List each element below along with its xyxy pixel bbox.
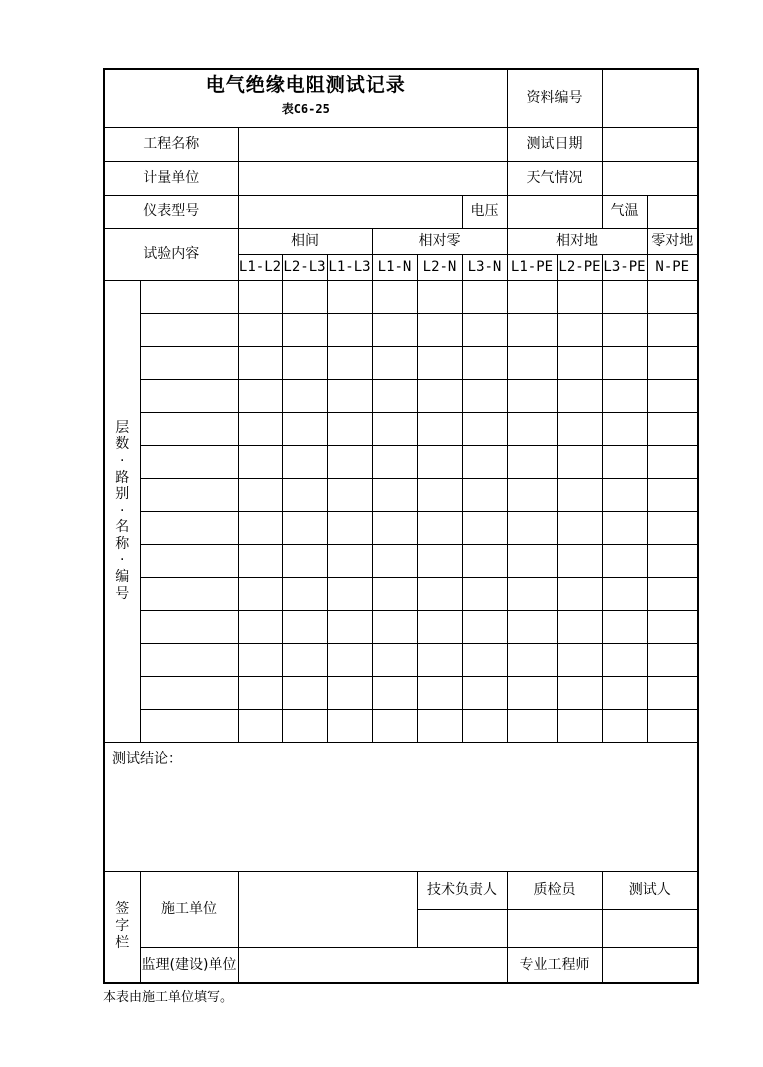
measurement-cell[interactable] xyxy=(238,346,282,379)
measurement-cell[interactable] xyxy=(602,412,647,445)
group-neutral-earth: 零对地 xyxy=(647,228,698,254)
measurement-cell[interactable] xyxy=(507,379,557,412)
engineer-sign-field[interactable] xyxy=(602,947,698,983)
table-row xyxy=(104,709,698,742)
measurement-cell[interactable] xyxy=(557,478,602,511)
measurement-cell[interactable] xyxy=(647,709,698,742)
measurement-cell[interactable] xyxy=(647,676,698,709)
measurement-cell[interactable] xyxy=(327,280,372,313)
voltage-field[interactable] xyxy=(507,195,602,228)
circuit-name-cell[interactable] xyxy=(140,445,238,478)
construction-unit-field[interactable] xyxy=(238,871,417,947)
measurement-cell[interactable] xyxy=(417,412,462,445)
measurement-cell[interactable] xyxy=(372,379,417,412)
column-header: L1-PE xyxy=(507,254,557,280)
measurement-cell[interactable] xyxy=(372,544,417,577)
table-row xyxy=(104,313,698,346)
measurement-cell[interactable] xyxy=(647,445,698,478)
circuit-name-cell[interactable] xyxy=(140,577,238,610)
column-header: L1-L2 xyxy=(238,254,282,280)
measurement-cell[interactable] xyxy=(462,313,507,346)
measurement-cell[interactable] xyxy=(282,412,327,445)
supervision-unit-field[interactable] xyxy=(238,947,507,983)
group-phase-neutral: 相对零 xyxy=(372,228,507,254)
measurement-cell[interactable] xyxy=(557,610,602,643)
table-row xyxy=(104,577,698,610)
instrument-field[interactable] xyxy=(238,195,462,228)
measurement-cell[interactable] xyxy=(462,610,507,643)
measurement-cell[interactable] xyxy=(238,643,282,676)
signature-side-text: 签字栏 xyxy=(115,901,130,952)
measurement-cell[interactable] xyxy=(327,313,372,346)
circuit-name-cell[interactable] xyxy=(140,511,238,544)
tech-lead-sign-field[interactable] xyxy=(417,909,507,947)
test-content-label: 试验内容 xyxy=(104,228,238,280)
measurement-cell[interactable] xyxy=(417,478,462,511)
tech-lead-label: 技术负责人 xyxy=(417,871,507,909)
column-header: L3-N xyxy=(462,254,507,280)
measurement-cell[interactable] xyxy=(238,379,282,412)
measurement-cell[interactable] xyxy=(557,280,602,313)
qc-label: 质检员 xyxy=(507,871,602,909)
measurement-cell[interactable] xyxy=(282,280,327,313)
footer-note: 本表由施工单位填写。 xyxy=(103,990,234,1005)
measurement-cell[interactable] xyxy=(372,511,417,544)
measurement-cell[interactable] xyxy=(462,280,507,313)
measurement-cell[interactable] xyxy=(327,379,372,412)
measurement-cell[interactable] xyxy=(372,709,417,742)
measurement-cell[interactable] xyxy=(507,643,557,676)
table-row xyxy=(104,445,698,478)
measurement-cell[interactable] xyxy=(372,478,417,511)
measurement-cell[interactable] xyxy=(647,379,698,412)
row-side-text: 层数·路别·名称·编号 xyxy=(115,419,130,602)
weather-label: 天气情况 xyxy=(507,161,602,195)
column-header: L3-PE xyxy=(602,254,647,280)
table-row xyxy=(104,544,698,577)
measurement-cell[interactable] xyxy=(647,478,698,511)
measurement-cell[interactable] xyxy=(557,511,602,544)
circuit-name-cell[interactable] xyxy=(140,709,238,742)
measurement-cell[interactable] xyxy=(238,676,282,709)
doc-number-field[interactable] xyxy=(602,69,698,127)
circuit-name-cell[interactable] xyxy=(140,280,238,313)
measurement-cell[interactable] xyxy=(372,412,417,445)
measurement-cell[interactable] xyxy=(557,709,602,742)
measurement-cell[interactable] xyxy=(417,280,462,313)
form-title: 电气绝缘电阻测试记录 xyxy=(205,74,406,97)
circuit-name-cell[interactable] xyxy=(140,412,238,445)
measurement-cell[interactable] xyxy=(282,445,327,478)
measurement-cell[interactable] xyxy=(372,280,417,313)
table-row xyxy=(104,676,698,709)
column-header: L2-PE xyxy=(557,254,602,280)
circuit-name-cell[interactable] xyxy=(140,379,238,412)
measurement-cell[interactable] xyxy=(238,478,282,511)
measurement-cell[interactable] xyxy=(507,445,557,478)
tester-label: 测试人 xyxy=(602,871,698,909)
table-row xyxy=(104,412,698,445)
measurement-cell[interactable] xyxy=(602,577,647,610)
column-header: N-PE xyxy=(647,254,698,280)
measurement-cell[interactable] xyxy=(417,610,462,643)
measurement-cell[interactable] xyxy=(327,478,372,511)
measurement-cell[interactable] xyxy=(462,478,507,511)
conclusion-area[interactable] xyxy=(104,742,698,871)
measurement-cell[interactable] xyxy=(507,412,557,445)
circuit-name-cell[interactable] xyxy=(140,346,238,379)
measurement-cell[interactable] xyxy=(602,379,647,412)
measurement-cell[interactable] xyxy=(238,544,282,577)
measurement-cell[interactable] xyxy=(647,643,698,676)
measurement-cell[interactable] xyxy=(507,610,557,643)
measurement-cell[interactable] xyxy=(462,709,507,742)
test-date-label: 测试日期 xyxy=(507,127,602,161)
measurement-cell[interactable] xyxy=(372,643,417,676)
measurement-cell[interactable] xyxy=(372,676,417,709)
circuit-name-cell[interactable] xyxy=(140,478,238,511)
measurement-cell[interactable] xyxy=(507,280,557,313)
measurement-cell[interactable] xyxy=(602,544,647,577)
test-date-field[interactable] xyxy=(602,127,698,161)
column-header: L2-L3 xyxy=(282,254,327,280)
measurement-cell[interactable] xyxy=(238,280,282,313)
measurement-cell[interactable] xyxy=(462,676,507,709)
measurement-cell[interactable] xyxy=(282,544,327,577)
measurement-cell[interactable] xyxy=(282,676,327,709)
measurement-cell[interactable] xyxy=(462,346,507,379)
project-name-field[interactable] xyxy=(238,127,507,161)
circuit-name-cell[interactable] xyxy=(140,610,238,643)
measurement-cell[interactable] xyxy=(417,511,462,544)
measurement-cell[interactable] xyxy=(417,709,462,742)
measurement-cell[interactable] xyxy=(557,412,602,445)
measurement-cell[interactable] xyxy=(602,511,647,544)
measurement-cell[interactable] xyxy=(282,610,327,643)
measurement-cell[interactable] xyxy=(557,379,602,412)
measurement-cell[interactable] xyxy=(602,478,647,511)
measurement-cell[interactable] xyxy=(462,577,507,610)
measurement-cell[interactable] xyxy=(507,346,557,379)
unit-label: 计量单位 xyxy=(104,161,238,195)
measurement-cell[interactable] xyxy=(507,676,557,709)
group-phase-phase: 相间 xyxy=(238,228,372,254)
measurement-cell[interactable] xyxy=(462,643,507,676)
table-row xyxy=(104,379,698,412)
measurement-cell[interactable] xyxy=(417,643,462,676)
measurement-cell[interactable] xyxy=(282,346,327,379)
signature-side-label xyxy=(104,871,140,983)
measurement-cell[interactable] xyxy=(238,577,282,610)
measurement-cell[interactable] xyxy=(282,709,327,742)
measurement-cell[interactable] xyxy=(462,511,507,544)
measurement-cell[interactable] xyxy=(282,577,327,610)
measurement-cell[interactable] xyxy=(647,412,698,445)
qc-sign-field[interactable] xyxy=(507,909,602,947)
measurement-cell[interactable] xyxy=(417,379,462,412)
table-row xyxy=(104,280,698,313)
temperature-label: 气温 xyxy=(602,195,647,228)
insulation-test-form xyxy=(103,68,699,984)
supervision-unit-label: 监理(建设)单位 xyxy=(140,947,238,983)
measurement-cell[interactable] xyxy=(462,412,507,445)
form-code: 表C6-25 xyxy=(281,102,330,117)
instrument-label: 仪表型号 xyxy=(104,195,238,228)
title-cell xyxy=(104,69,507,127)
measurement-cell[interactable] xyxy=(238,709,282,742)
tester-sign-field[interactable] xyxy=(602,909,698,947)
measurement-cell[interactable] xyxy=(507,577,557,610)
measurement-cell[interactable] xyxy=(282,379,327,412)
measurement-cell[interactable] xyxy=(647,610,698,643)
measurement-cell[interactable] xyxy=(417,313,462,346)
measurement-cell[interactable] xyxy=(557,676,602,709)
row-side-label xyxy=(104,280,140,742)
measurement-cell[interactable] xyxy=(602,280,647,313)
measurement-cell[interactable] xyxy=(507,313,557,346)
measurement-cell[interactable] xyxy=(327,544,372,577)
measurement-cell[interactable] xyxy=(602,676,647,709)
table-row xyxy=(104,511,698,544)
measurement-cell[interactable] xyxy=(557,577,602,610)
measurement-cell[interactable] xyxy=(282,478,327,511)
measurement-cell[interactable] xyxy=(557,346,602,379)
measurement-cell[interactable] xyxy=(417,577,462,610)
circuit-name-cell[interactable] xyxy=(140,643,238,676)
measurement-cell[interactable] xyxy=(238,412,282,445)
measurement-cell[interactable] xyxy=(507,478,557,511)
measurement-cell[interactable] xyxy=(372,577,417,610)
doc-number-label: 资料编号 xyxy=(507,69,602,127)
circuit-name-cell[interactable] xyxy=(140,544,238,577)
measurement-cell[interactable] xyxy=(557,445,602,478)
measurement-cell[interactable] xyxy=(602,445,647,478)
measurement-cell[interactable] xyxy=(462,445,507,478)
measurement-cell[interactable] xyxy=(507,709,557,742)
measurement-cell[interactable] xyxy=(647,280,698,313)
measurement-cell[interactable] xyxy=(557,643,602,676)
column-header: L1-N xyxy=(372,254,417,280)
measurement-cell[interactable] xyxy=(602,709,647,742)
measurement-cell[interactable] xyxy=(282,511,327,544)
measurement-cell[interactable] xyxy=(327,511,372,544)
measurement-cell[interactable] xyxy=(647,577,698,610)
measurement-cell[interactable] xyxy=(417,676,462,709)
measurement-cell[interactable] xyxy=(647,544,698,577)
measurement-cell[interactable] xyxy=(327,445,372,478)
measurement-cell[interactable] xyxy=(417,544,462,577)
table-row xyxy=(104,643,698,676)
measurement-cell[interactable] xyxy=(647,313,698,346)
measurement-cell[interactable] xyxy=(238,313,282,346)
measurement-cell[interactable] xyxy=(282,643,327,676)
measurement-cell[interactable] xyxy=(507,544,557,577)
measurement-cell[interactable] xyxy=(602,610,647,643)
temperature-field[interactable] xyxy=(647,195,698,228)
measurement-cell[interactable] xyxy=(372,610,417,643)
measurement-cell[interactable] xyxy=(372,445,417,478)
measurement-cell[interactable] xyxy=(462,379,507,412)
measurement-cell[interactable] xyxy=(327,610,372,643)
measurement-cell[interactable] xyxy=(462,544,507,577)
measurement-cell[interactable] xyxy=(602,313,647,346)
measurement-cell[interactable] xyxy=(372,346,417,379)
circuit-name-cell[interactable] xyxy=(140,313,238,346)
measurement-cell[interactable] xyxy=(327,346,372,379)
measurement-cell[interactable] xyxy=(557,313,602,346)
construction-unit-label: 施工单位 xyxy=(140,871,238,947)
measurement-cell[interactable] xyxy=(327,577,372,610)
measurement-cell[interactable] xyxy=(238,445,282,478)
weather-field[interactable] xyxy=(602,161,698,195)
measurement-cell[interactable] xyxy=(417,346,462,379)
measurement-cell[interactable] xyxy=(327,643,372,676)
voltage-label: 电压 xyxy=(462,195,507,228)
table-row xyxy=(104,610,698,643)
measurement-cell[interactable] xyxy=(507,511,557,544)
column-header: L2-N xyxy=(417,254,462,280)
measurement-cell[interactable] xyxy=(372,313,417,346)
measurement-cell[interactable] xyxy=(417,445,462,478)
table-row xyxy=(104,346,698,379)
group-phase-earth: 相对地 xyxy=(507,228,647,254)
measurement-cell[interactable] xyxy=(282,313,327,346)
measurement-cell[interactable] xyxy=(327,412,372,445)
measurement-cell[interactable] xyxy=(238,610,282,643)
measurement-cell[interactable] xyxy=(238,511,282,544)
measurement-cell[interactable] xyxy=(602,346,647,379)
measurement-cell[interactable] xyxy=(647,346,698,379)
measurement-cell[interactable] xyxy=(602,643,647,676)
measurement-cell[interactable] xyxy=(327,676,372,709)
engineer-label: 专业工程师 xyxy=(507,947,602,983)
measurement-cell[interactable] xyxy=(647,511,698,544)
column-header: L1-L3 xyxy=(327,254,372,280)
conclusion-label: 测试结论： xyxy=(112,750,182,767)
project-name-label: 工程名称 xyxy=(104,127,238,161)
circuit-name-cell[interactable] xyxy=(140,676,238,709)
table-row xyxy=(104,478,698,511)
unit-field[interactable] xyxy=(238,161,507,195)
measurement-cell[interactable] xyxy=(557,544,602,577)
measurement-cell[interactable] xyxy=(327,709,372,742)
